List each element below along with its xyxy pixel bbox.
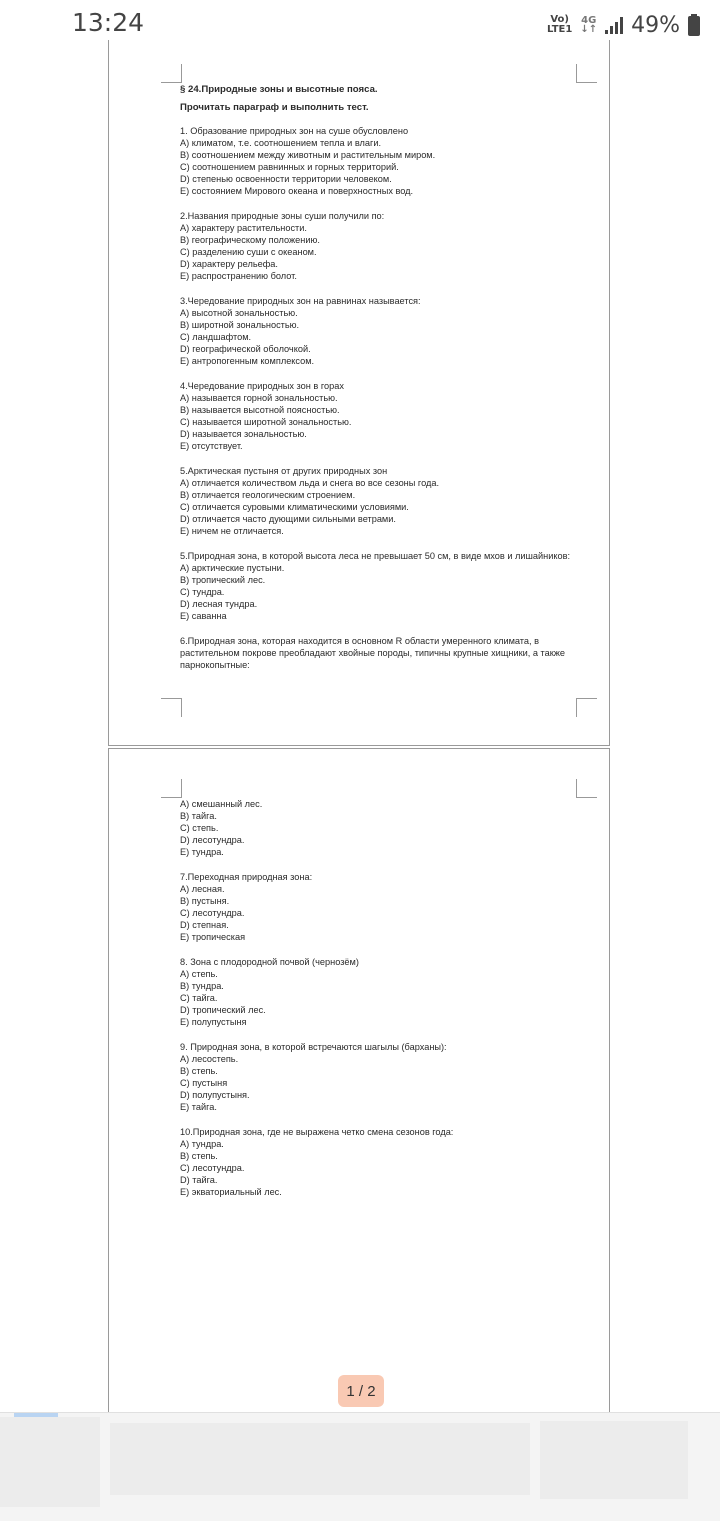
page-corner-mark <box>161 64 182 83</box>
question-text: 6.Природная зона, которая находится в основном R области умеренного климата, в растительном покрове преобладают хвойные породы, типичны крупные хищники, а также парнокопытные: <box>180 636 565 670</box>
answer-option: D) степная. <box>180 920 229 930</box>
answer-option: В) называется высотной поясностью. <box>180 405 340 415</box>
answer-option: Е) полупустыня <box>180 1017 247 1027</box>
question-text: 8. Зона с плодородной почвой (чернозём) <box>180 957 359 967</box>
answer-option: А) смешанный лес. <box>180 799 263 809</box>
answer-option: В) степь. <box>180 1151 218 1161</box>
question-block <box>180 550 589 622</box>
page-corner-mark <box>576 64 597 83</box>
question-text: 4.Чередование природных зон в горах <box>180 381 344 391</box>
question-block <box>180 1126 589 1198</box>
question-block <box>180 295 589 367</box>
question-text: 10.Природная зона, где не выражена четко смена сезонов года: <box>180 1127 454 1137</box>
question-block <box>180 1041 589 1113</box>
4g-label: 4G <box>581 15 597 26</box>
answer-option: D) тайга. <box>180 1175 218 1185</box>
answer-option: В) степь. <box>180 1066 218 1076</box>
question-list <box>180 125 589 671</box>
answer-option: D) степенью освоенности территории человеком. <box>180 174 392 184</box>
answer-option: D) полупустыня. <box>180 1090 250 1100</box>
answer-option: D) тропический лес. <box>180 1005 266 1015</box>
answer-option: С) лесотундра. <box>180 908 245 918</box>
answer-option: В) тропический лес. <box>180 575 266 585</box>
status-time: 13:24 <box>72 8 145 37</box>
answer-option: В) тайга. <box>180 811 217 821</box>
volte-indicator <box>547 15 572 35</box>
page-indicator: 1 / 2 <box>338 1375 384 1407</box>
answer-option: А) отличается количеством льда и снега во все сезоны года. <box>180 478 439 488</box>
question-block <box>180 465 589 537</box>
answer-option: Е) распространению болот. <box>180 271 297 281</box>
ad-button-placeholder[interactable] <box>540 1421 688 1499</box>
page-corner-mark <box>161 779 182 798</box>
page-2-content <box>180 798 589 1198</box>
answer-option: А) климатом, т.е. соотношением тепла и влаги. <box>180 138 382 148</box>
answer-option: А) степь. <box>180 969 218 979</box>
document-heading: § 24.Природные зоны и высотные пояса. <box>180 84 378 95</box>
page-corner-mark <box>576 779 597 798</box>
document-page-1 <box>108 40 610 746</box>
ad-text-placeholder[interactable] <box>110 1423 530 1495</box>
4g-indicator <box>580 16 597 34</box>
answer-option: D) называется зональностью. <box>180 429 307 439</box>
answer-option: А) лесостепь. <box>180 1054 239 1064</box>
answer-option: А) лесная. <box>180 884 225 894</box>
question-block <box>180 635 589 671</box>
lte-label: LTE1 <box>547 24 573 35</box>
answer-option: Е) саванна <box>180 611 227 621</box>
signal-icon <box>605 16 623 34</box>
answer-option: А) называется горной зональностью. <box>180 393 338 403</box>
question-block <box>180 380 589 452</box>
question-text: 7.Переходная природная зона: <box>180 872 313 882</box>
page-corner-mark <box>576 698 597 717</box>
answer-option: С) пустыня <box>180 1078 228 1088</box>
question-block <box>180 956 589 1028</box>
answer-option: С) тайга. <box>180 993 218 1003</box>
answer-option: Е) тропическая <box>180 932 246 942</box>
answer-option: В) широтной зональностью. <box>180 320 300 330</box>
page-corner-mark <box>161 698 182 717</box>
answer-option: Е) состоянием Мирового океана и поверхностных вод. <box>180 186 414 196</box>
question-text: 2.Названия природные зоны суши получили по: <box>180 211 385 221</box>
question-6-options <box>180 798 589 858</box>
answer-option: С) степь. <box>180 823 219 833</box>
answer-option: В) отличается геологическим строением. <box>180 490 356 500</box>
answer-option: С) тундра. <box>180 587 225 597</box>
answer-option: Е) тайга. <box>180 1102 217 1112</box>
data-arrows-icon: ↓↑ <box>580 24 598 35</box>
battery-percent: 49% <box>631 12 680 38</box>
ad-banner[interactable] <box>0 1412 720 1521</box>
ad-image-placeholder[interactable] <box>0 1417 100 1507</box>
answer-option: С) отличается суровыми климатическими условиями. <box>180 502 409 512</box>
question-block <box>180 210 589 282</box>
answer-option: А) арктические пустыни. <box>180 563 285 573</box>
question-block <box>180 125 589 197</box>
answer-option: Е) антропогенным комплексом. <box>180 356 315 366</box>
answer-option: Е) тундра. <box>180 847 224 857</box>
answer-option: Е) ничем не отличается. <box>180 526 284 536</box>
answer-option: А) тундра. <box>180 1139 224 1149</box>
answer-option: В) пустыня. <box>180 896 230 906</box>
answer-option: В) тундра. <box>180 981 224 991</box>
answer-option: D) лесотундра. <box>180 835 245 845</box>
question-block <box>180 871 589 943</box>
battery-icon <box>688 14 700 36</box>
answer-option: А) высотной зональностью. <box>180 308 298 318</box>
question-text: 9. Природная зона, в которой встречаются шагылы (барханы): <box>180 1042 447 1052</box>
answer-option: С) ландшафтом. <box>180 332 252 342</box>
answer-option: А) характеру растительности. <box>180 223 307 233</box>
question-text: 5.Природная зона, в которой высота леса не превышает 50 см, в виде мхов и лишайников: <box>180 551 570 561</box>
status-icons <box>547 10 700 40</box>
page-1-content <box>180 84 589 671</box>
answer-option: D) лесная тундра. <box>180 599 258 609</box>
answer-option: D) характеру рельефа. <box>180 259 278 269</box>
document-instruction: Прочитать параграф и выполнить тест. <box>180 102 369 113</box>
answer-option: Е) отсутствует. <box>180 441 243 451</box>
answer-option: В) соотношением между животным и растительным миром. <box>180 150 436 160</box>
question-text: 1. Образование природных зон на суше обусловлено <box>180 126 409 136</box>
answer-option: D) географической оболочкой. <box>180 344 311 354</box>
answer-option: С) разделению суши с океаном. <box>180 247 317 257</box>
question-text: 5.Арктическая пустыня от других природных зон <box>180 466 388 476</box>
answer-option: D) отличается часто дующими сильными ветрами. <box>180 514 396 524</box>
answer-option: Е) экваториальный лес. <box>180 1187 282 1197</box>
answer-option: С) называется широтной зональностью. <box>180 417 352 427</box>
question-list <box>180 871 589 1198</box>
answer-option: С) лесотундра. <box>180 1163 245 1173</box>
volte-label: Vo) <box>550 14 569 25</box>
answer-option: В) географическому положению. <box>180 235 320 245</box>
answer-option: С) соотношением равнинных и горных территорий. <box>180 162 399 172</box>
question-text: 3.Чередование природных зон на равнинах называется: <box>180 296 421 306</box>
document-page-2 <box>108 748 610 1413</box>
